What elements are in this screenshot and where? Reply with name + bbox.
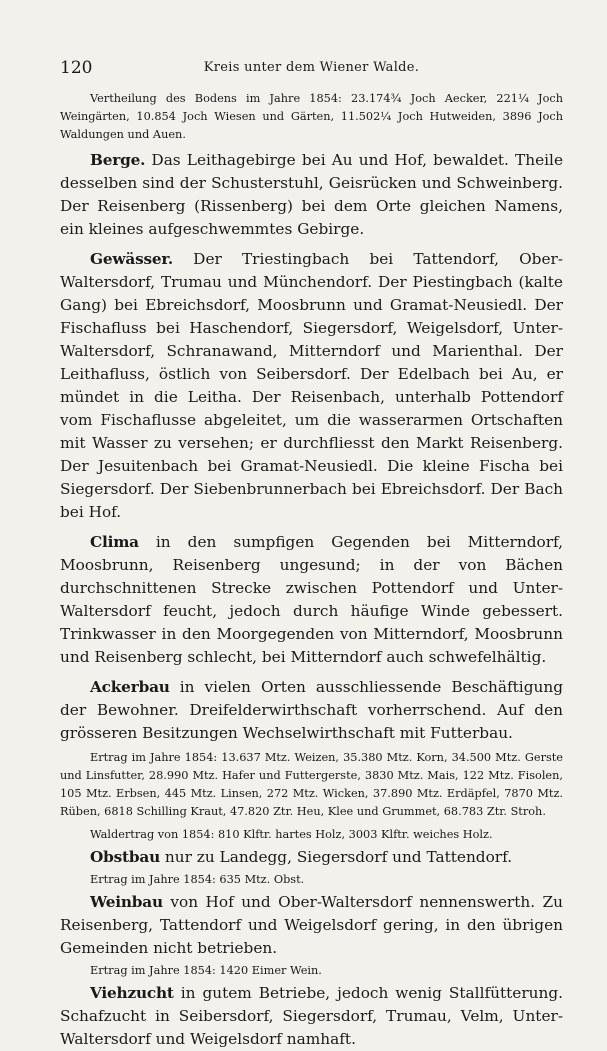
section-text-viehzucht: in gutem Betriebe, jedoch wenig Stallfütterung. Schafzucht in Seibersdorf, Siegersdorf, Trumau, Velm, Unter-Waltersdorf und Weigelsdorf namhaft.	[60, 984, 563, 1048]
section-viehzucht	[60, 982, 563, 1051]
section-heading-weinbau: Weinbau	[90, 893, 163, 911]
page-number: 120	[60, 58, 93, 78]
section-text-ackerbau: in vielen Orten ausschliessende Beschäftigung der Bewohner. Dreifelderwirthschaft vorherrschend. Auf den grösseren Besitzungen Wechselwirthschaft mit Futterbau.	[60, 678, 563, 742]
section-heading-obstbau: Obstbau	[90, 848, 161, 866]
section-berge	[60, 149, 563, 241]
section-ackerbau	[60, 676, 563, 745]
page-header	[60, 58, 563, 84]
forest-yield-note: Waldertrag von 1854: 810 Klftr. hartes Holz, 3003 Klftr. weiches Holz.	[90, 828, 493, 841]
land-distribution-note: Vertheilung des Bodens im Jahre 1854: 23.174¾ Joch Aecker, 221¼ Joch Weingärten, 10.854 Joch Wiesen und Gärten, 11.502¼ Joch Hutweiden, 3896 Joch Waldungen und Auen.	[60, 92, 563, 141]
section-text-weinbau: von Hof und Ober-Waltersdorf nennenswerth. Zu Reisenberg, Tattendorf und Weigelsdorf gering, in den übrigen Gemeinden nicht betrieben.	[60, 893, 563, 957]
section-heading-clima: Clima	[90, 533, 139, 551]
section-heading-ackerbau: Ackerbau	[90, 678, 170, 696]
crop-yield-note: Ertrag im Jahre 1854: 13.637 Mtz. Weizen, 35.380 Mtz. Korn, 34.500 Mtz. Gerste und Linsfutter, 28.990 Mtz. Hafer und Futtergerste, 3830 Mtz. Mais, 122 Mtz. Fisolen, 105 Mtz. Erbsen, 445 Mtz. Linsen, 272 Mtz. Wicken, 37.890 Mtz. Erdäpfel, 7870 Mtz. Rüben, 6818 Schilling Kraut, 47.820 Ztr. Heu, Klee und Grummet, 68.783 Ztr. Stroh.	[60, 751, 563, 818]
section-gewaesser	[60, 248, 563, 524]
section-heading-viehzucht: Viehzucht	[90, 984, 174, 1002]
section-heading-berge: Berge.	[90, 151, 146, 169]
section-obstbau	[60, 846, 563, 869]
wine-yield-note: Ertrag im Jahre 1854: 1420 Eimer Wein.	[90, 964, 322, 977]
fruit-yield-note: Ertrag im Jahre 1854: 635 Mtz. Obst.	[90, 873, 305, 886]
section-text-berge: Das Leithagebirge bei Au und Hof, bewaldet. Theile desselben sind der Schusterstuhl, Geisrücken und Schweinberg. Der Reisenberg (Rissenberg) bei dem Orte gleichen Namens, ein kleines aufgeschwemmtes Gebirge.	[60, 151, 563, 238]
section-text-gewaesser: Der Triestingbach bei Tattendorf, Ober-Waltersdorf, Trumau und Münchendorf. Der Piestingbach (kalte Gang) bei Ebreichsdorf, Moosbrunn und Gramat-Neusiedl. Der Fischafluss bei Haschendorf, Siegersdorf, Weigelsdorf, Unter-Waltersdorf, Schranawand, Mitterndorf und Marienthal. Der Leithafluss, östlich von Seibersdorf. Der Edelbach bei Au, er mündet in die Leitha. Der Reisenbach, unterhalb Pottendorf vom Fischaflusse abgeleitet, um die wasserarmen Ortschaften mit Wasser zu versehen; er durchfliesst den Markt Reisenberg. Der Jesuitenbach bei Gramat-Neusiedl. Die kleine Fischa bei Siegersdorf. Der Siebenbrunnerbach bei Ebreichsdorf. Der Bach bei Hof.	[60, 250, 563, 521]
section-text-obstbau: nur zu Landegg, Siegersdorf und Tattendorf.	[160, 848, 513, 866]
section-heading-gewaesser: Gewässer.	[90, 250, 174, 268]
section-weinbau	[60, 891, 563, 960]
section-text-clima: in den sumpfigen Gegenden bei Mitterndorf, Moosbrunn, Reisenberg ungesund; in der von Bächen durchschnittenen Strecke zwischen Pottendorf und Unter-Waltersdorf feucht, jedoch durch häufige Winde gebessert. Trinkwasser in den Moorgegenden von Mitterndorf, Moosbrunn und Reisenberg schlecht, bei Mitterndorf auch schwefelhältig.	[60, 533, 563, 666]
section-clima	[60, 531, 563, 669]
running-title: Kreis unter dem Wiener Walde.	[203, 60, 420, 75]
